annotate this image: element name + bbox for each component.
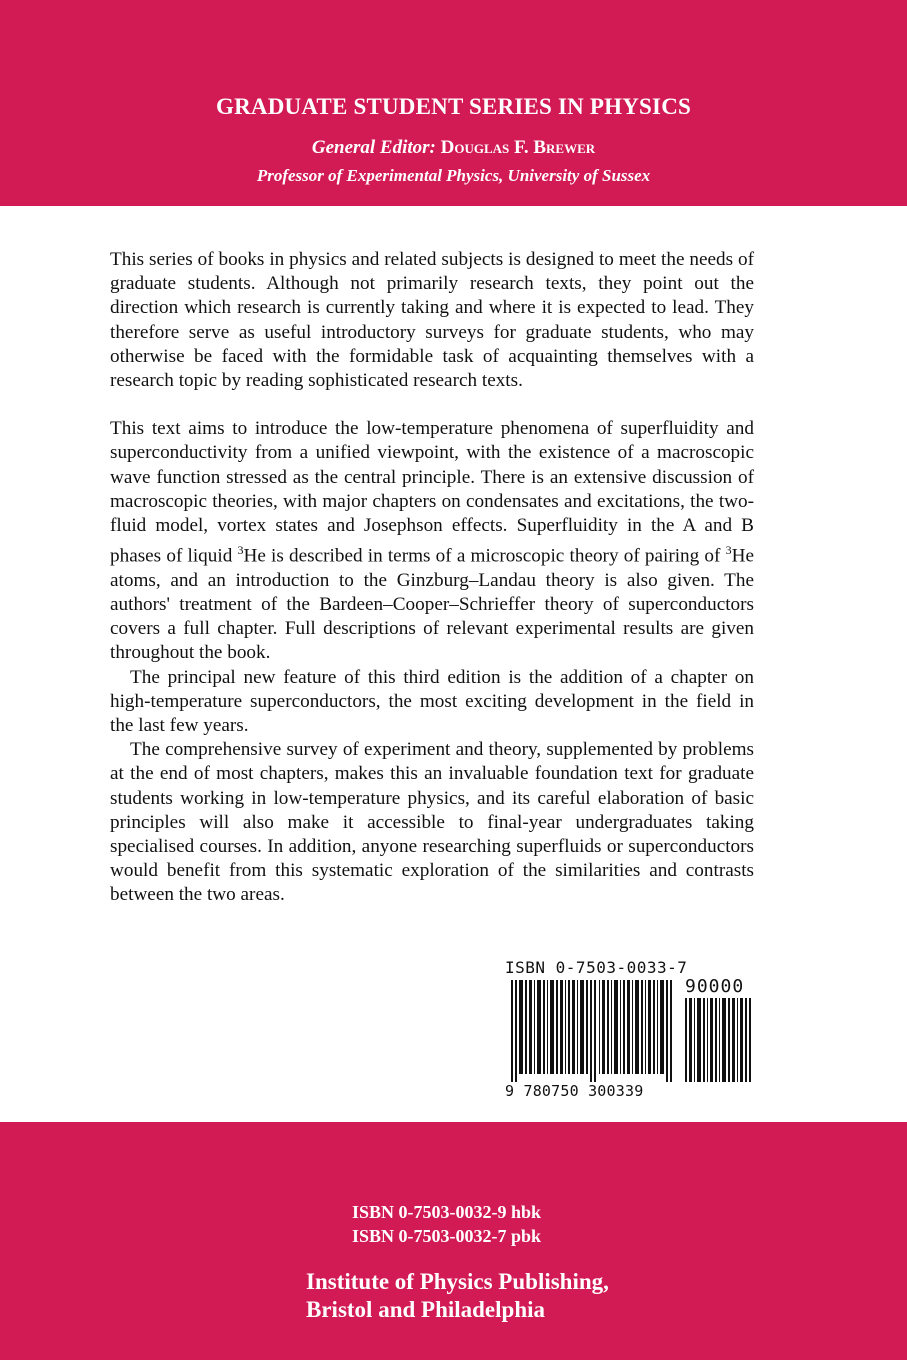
barcode-isbn-text: ISBN 0-7503-0033-7 (505, 958, 688, 977)
footer-band (0, 1122, 907, 1360)
isbn-paperback: ISBN 0-7503-0032-7 pbk (352, 1226, 542, 1246)
book-description-paragraph (110, 417, 754, 665)
isbn-hardback: ISBN 0-7503-0032-9 hbk (352, 1202, 542, 1222)
ean-barcode-bars (511, 980, 673, 1082)
series-description-paragraph: This series of books in physics and related subjects is designed to meet the needs of graduate students. Although not primarily research texts, they point out the direction which research is currently taking and where it is expected to lead. They therefore serve as useful introductory surveys for graduate students, who may otherwise be faced with the formidable task of acquainting themselves with a research topic by reading sophisticated research texts. (110, 249, 754, 392)
editor-affiliation: Professor of Experimental Physics, University of Sussex (256, 166, 651, 185)
header-band (0, 0, 907, 206)
publisher-location: Bristol and Philadelphia (306, 1297, 546, 1322)
editor-name: Douglas F. Brewer (440, 137, 596, 158)
back-cover-text (110, 248, 754, 908)
paragraph-segment: He atoms, and an introduction to the Ginzburg–Landau theory is also given. The authors' treatment of the Bardeen–Cooper–Schrieffer theory of superconductors covers a full chapter. Full descriptions of relevant experimental results are given throughout the book. (110, 545, 754, 664)
general-editor-line (0, 137, 907, 159)
superscript-3: 3 (237, 543, 244, 558)
price-addon-digits: 90000 (685, 976, 745, 997)
series-title: GRADUATE STUDENT SERIES IN PHYSICS (215, 94, 692, 119)
price-addon-bars (685, 998, 751, 1082)
isbn-barcode (505, 958, 755, 1108)
ean-digits: 9 780750 300339 (505, 1082, 644, 1100)
survey-paragraph: The comprehensive survey of experiment and theory, supplemented by problems at the end of most chapters, makes this an invaluable foundation text for graduate students working in low-temperature physics, and its careful elaboration of basic principles will also make it accessible to final-year undergraduates taking specialised courses. In addition, anyone researching superfluids or superconductors would benefit from this systematic exploration of the similarities and contrasts between the two areas. (110, 739, 754, 906)
paragraph-segment: He is described in terms of a microscopic theory of pairing of (243, 545, 726, 567)
third-edition-paragraph: The principal new feature of this third edition is the addition of a chapter on high-temperature superconductors, the most exciting development in the field in the last few years. (110, 666, 754, 737)
publisher-name: Institute of Physics Publishing, (306, 1269, 609, 1294)
paragraph-segment: This text aims to introduce the low-temperature phenomena of superfluidity and superconductivity from a unified viewpoint, with the existence of a macroscopic wave function stressed as the central principle. There is an extensive discussion of macroscopic theories, with major chapters on condensates and excitations, the two-fluid model, vortex states and Josephson effects. Superfluidity in the A and B phases of liquid (110, 418, 754, 567)
superscript-3: 3 (725, 543, 732, 558)
editor-label: General Editor: (311, 137, 436, 158)
publisher (306, 1268, 706, 1324)
